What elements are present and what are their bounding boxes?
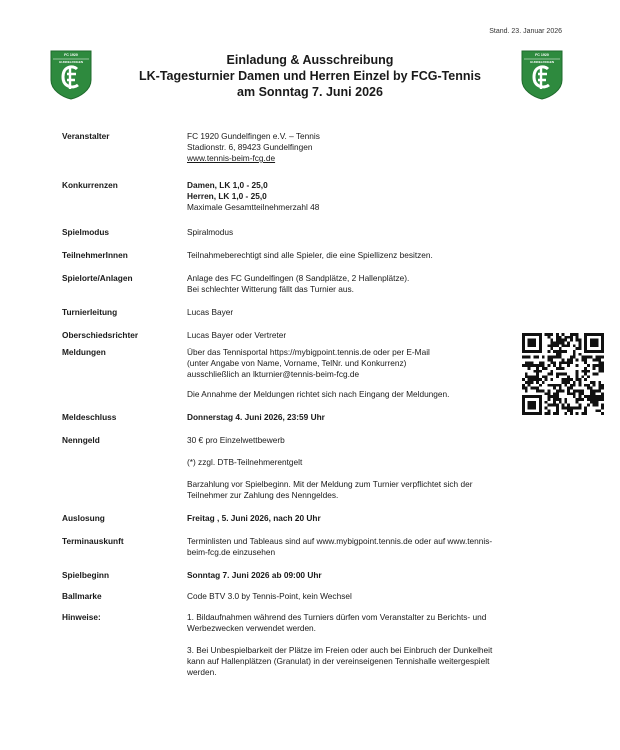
label-terminauskunft: Terminauskunft [62, 536, 124, 546]
meldungen-line-3: ausschließlich an lkturnier@tennis-beim-fcg.de [187, 369, 360, 379]
club-logo-right [521, 50, 563, 100]
title-line-1: Einladung & Ausschreibung [226, 53, 394, 67]
svg-text:FC 1920: FC 1920 [64, 53, 78, 57]
label-hinweise: Hinweise: [62, 612, 101, 622]
label-meldeschluss: Meldeschluss [62, 412, 117, 422]
row-auslosung [62, 513, 562, 524]
label-spielorte: Spielorte/Anlagen [62, 273, 133, 283]
konkurrenz-herren: Herren, LK 1,0 - 25,0 [187, 191, 267, 201]
nenngeld-line-2: (*) zzgl. DTB-Teilnehmerentgelt [187, 457, 303, 467]
hinweise-line-2: Werbezwecken verwendet werden. [187, 623, 316, 633]
terminauskunft-line-1: Terminlisten und Tableaus sind auf www.mybigpoint.tennis.de oder auf www.tennis- [187, 536, 493, 546]
veranstalter-name: FC 1920 Gundelfingen e.V. – Tennis [187, 131, 320, 141]
row-spielmodus [62, 227, 562, 238]
value-hinweise [187, 612, 562, 678]
value-spielorte [187, 273, 562, 295]
row-spielbeginn [62, 570, 562, 581]
terminauskunft-line-2: beim-fcg.de einzusehen [187, 547, 276, 557]
label-teilnehmer: TeilnehmerInnen [62, 250, 128, 260]
value-terminauskunft [187, 536, 562, 558]
row-oberschiedsrichter [62, 330, 562, 341]
meldungen-line-2: (unter Angabe von Name, Vorname, TelNr. und Konkurrenz) [187, 358, 407, 368]
label-auslosung: Auslosung [62, 513, 105, 523]
tender-table [62, 131, 562, 678]
value-spielbeginn: Sonntag 7. Juni 2026 ab 09:00 Uhr [187, 570, 322, 580]
document-title [110, 52, 510, 100]
label-spielmodus: Spielmodus [62, 227, 110, 237]
stand-date: Stand. 23. Januar 2026 [489, 28, 562, 35]
value-veranstalter [187, 131, 562, 164]
veranstalter-website-link[interactable]: www.tennis-beim-fcg.de [187, 153, 276, 163]
row-meldungen [62, 347, 562, 400]
hinweise-line-5: werden. [187, 667, 217, 677]
nenngeld-line-3: Barzahlung vor Spielbeginn. Mit der Meldung zum Turnier verpflichtet sich der [187, 479, 473, 489]
label-konkurrenzen: Konkurrenzen [62, 180, 118, 190]
label-ballmarke: Ballmarke [62, 591, 102, 601]
label-spielbeginn: Spielbeginn [62, 570, 110, 580]
row-terminauskunft [62, 536, 562, 558]
row-ballmarke [62, 591, 562, 602]
value-konkurrenzen [187, 180, 562, 213]
row-teilnehmer [62, 250, 562, 261]
meldungen-line-4: Die Annahme der Meldungen richtet sich nach Eingang der Meldungen. [187, 389, 450, 399]
value-meldungen [187, 347, 562, 400]
hinweise-line-3: 3. Bei Unbespielbarkeit der Plätze im Freien oder auch bei Einbruch der Dunkelheit [187, 645, 493, 655]
qr-code[interactable] [522, 333, 604, 415]
title-line-3: am Sonntag 7. Juni 2026 [237, 85, 383, 99]
veranstalter-address: Stadionstr. 6, 89423 Gundelfingen [187, 142, 313, 152]
nenngeld-line-1: 30 € pro Einzelwettbewerb [187, 435, 285, 445]
label-oberschiedsrichter: Oberschiedsrichter [62, 330, 139, 340]
meldungen-line-1: Über das Tennisportal https://mybigpoint.tennis.de oder per E-Mail [187, 347, 430, 357]
club-logo-left [50, 50, 92, 100]
nenngeld-line-4: Teilnehmer zur Zahlung des Nenngeldes. [187, 490, 339, 500]
label-veranstalter: Veranstalter [62, 131, 110, 141]
spielorte-line-1: Anlage des FC Gundelfingen (8 Sandplätze, 2 Hallenplätze). [187, 273, 410, 283]
row-turnierleitung [62, 307, 562, 318]
value-auslosung: Freitag , 5. Juni 2026, nach 20 Uhr [187, 513, 321, 523]
row-spielorte [62, 273, 562, 295]
row-nenngeld [62, 435, 562, 501]
value-nenngeld [187, 435, 562, 501]
value-spielmodus: Spiralmodus [187, 227, 234, 237]
value-ballmarke: Code BTV 3.0 by Tennis-Point, kein Wechsel [187, 591, 352, 601]
svg-text:GUNDELFINGEN: GUNDELFINGEN [530, 60, 554, 64]
value-oberschiedsrichter: Lucas Bayer oder Vertreter [187, 330, 287, 340]
row-meldeschluss [62, 412, 562, 423]
hinweise-line-1: 1. Bildaufnahmen während des Turniers dürfen vom Veranstalter zu Berichts- und [187, 612, 487, 622]
title-line-2: LK-Tagesturnier Damen und Herren Einzel by FCG-Tennis [139, 69, 481, 83]
label-nenngeld: Nenngeld [62, 435, 100, 445]
spielorte-line-2: Bei schlechter Witterung fällt das Turnier aus. [187, 284, 354, 294]
konkurrenz-damen: Damen, LK 1,0 - 25,0 [187, 180, 268, 190]
row-konkurrenzen [62, 180, 562, 213]
svg-text:FC 1920: FC 1920 [535, 53, 549, 57]
label-turnierleitung: Turnierleitung [62, 307, 118, 317]
value-turnierleitung: Lucas Bayer [187, 307, 234, 317]
max-teilnehmer: Maximale Gesamtteilnehmerzahl 48 [187, 202, 320, 212]
value-teilnehmer: Teilnahmeberechtigt sind alle Spieler, die eine Spiellizenz besitzen. [187, 250, 433, 260]
value-meldeschluss: Donnerstag 4. Juni 2026, 23:59 Uhr [187, 412, 325, 422]
label-meldungen: Meldungen [62, 347, 106, 357]
row-veranstalter [62, 131, 562, 164]
svg-text:GUNDELFINGEN: GUNDELFINGEN [59, 60, 83, 64]
row-hinweise [62, 612, 562, 678]
hinweise-line-4: kann auf Hallenplätzen (Granulat) in der vereinseigenen Tennishalle weitergespielt [187, 656, 490, 666]
